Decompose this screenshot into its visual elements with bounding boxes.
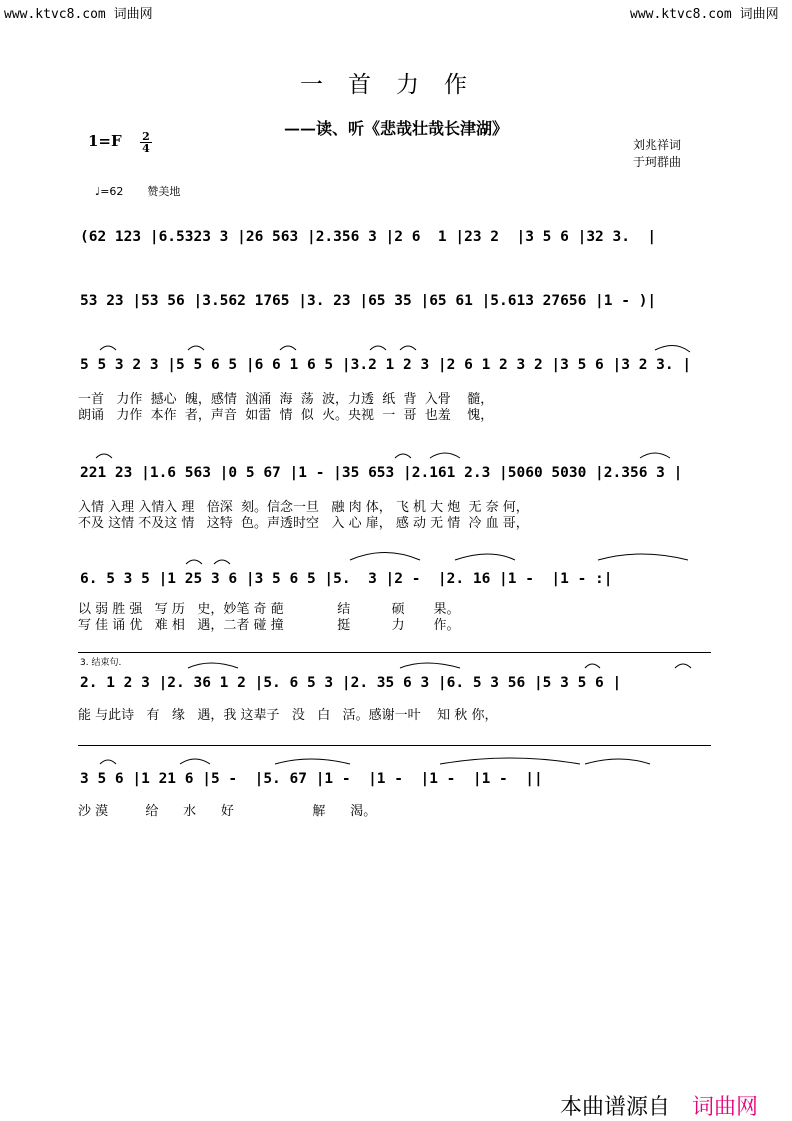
slur (675, 664, 691, 668)
lyrics-line-3-verse-2: 朗诵 力作 本作 者，声音 如雷 情 似 火。央视 一 哥 也羞 愧， (78, 408, 494, 423)
notes-line-2: 53 23 |53 56 |3.562 1765 |3. 23 |65 35 |65 61 |5.613 27656 |1 - )| (80, 293, 657, 309)
lyrics-line-4-verse-1: 入情 入理 入情入 理 倍深 刻。信念一旦 融 肉 体， 飞 机 大 炮 无 奈 何， (78, 500, 529, 515)
time-signature (140, 131, 152, 154)
source-badge (560, 1090, 758, 1121)
source-label: 本曲谱源自 (560, 1095, 671, 1120)
lyrics-line-5-verse-1: 以 弱 胜 强 写 历 史，妙笔 奇 葩 结 硕 果。 (78, 602, 460, 617)
score-line-4 (0, 464, 792, 500)
slur (100, 760, 116, 764)
slur (214, 560, 230, 564)
slur (188, 346, 204, 350)
source-brand: 词曲网 (692, 1095, 759, 1120)
tempo-mark: ♩=62 (95, 185, 124, 198)
score-line-2 (0, 292, 792, 328)
lyrics-line-7-verse-1: 沙 漠 给 水 好 解 渴。 (78, 804, 377, 819)
slur (188, 663, 238, 668)
composer: 于珂群曲 (633, 155, 682, 169)
slur (186, 560, 202, 564)
tempo (95, 183, 180, 199)
lyricist: 刘兆祥词 (633, 138, 682, 152)
slur (180, 759, 210, 764)
slur (350, 553, 420, 561)
slur (585, 759, 650, 764)
notes-line-3: 5 5 3 2 3 |5 5 6 5 |6 6 1 6 5 |3.2 1 2 3 |2 6 1 2 3 2 |3 5 6 |3 2 3. | (80, 357, 692, 373)
notes-line-4: 221 23 |1.6 563 |0 5 67 |1 - |35 653 |2.161 2.3 |5060 5030 |2.356 3 | (80, 465, 683, 481)
slur (440, 758, 580, 764)
score-line-6 (0, 674, 792, 710)
slur (275, 759, 350, 764)
slur (395, 454, 411, 458)
notes-line-7: 3 5 6 |1 21 6 |5 - |5. 67 |1 - |1 - |1 - |1 - || (80, 771, 543, 787)
slur (430, 453, 460, 458)
key-signature: 1=F (88, 132, 122, 150)
section-bracket (78, 652, 711, 653)
slur (400, 663, 460, 668)
slur (585, 664, 600, 668)
score-line-1 (0, 228, 792, 264)
lyrics-line-6-verse-1: 能 与此诗 有 缘 遇，我 这辈子 没 白 活。感谢一叶 知 秋 你， (78, 708, 498, 723)
lyrics-line-3-verse-1: 一首 力作 撼心 魄，感情 汹涌 海 荡 波，力透 纸 背 入骨 髓， (78, 392, 494, 407)
lyrics-line-5-verse-2: 写 佳 诵 优 难 相 遇，二者 碰 撞 挺 力 作。 (78, 618, 460, 633)
score-line-3 (0, 356, 792, 392)
slur (96, 454, 112, 458)
notes-line-5: 6. 5 3 5 |1 25 3 6 |3 5 6 5 |5. 3 |2 - |2. 16 |1 - |1 - :| (80, 571, 613, 587)
time-signature-bottom: 4 (142, 142, 150, 155)
slur (640, 453, 670, 458)
slur (655, 345, 690, 352)
score-line-5 (0, 570, 792, 606)
score-line-7 (0, 770, 792, 806)
section-bracket-2 (78, 745, 711, 746)
credits (633, 137, 681, 171)
tempo-mood: 赞美地 (147, 185, 181, 198)
slur (100, 346, 116, 350)
section-note: 3. 结束句. (80, 658, 122, 668)
time-signature-top: 2 (142, 130, 150, 143)
slur (280, 346, 296, 350)
slur (598, 554, 688, 560)
notes-line-1: (62 123 |6.5323 3 |26 563 |2.356 3 |2 6 1 |23 2 |3 5 6 |32 3. | (80, 229, 657, 245)
notes-line-6: 2. 1 2 3 |2. 36 1 2 |5. 6 5 3 |2. 35 6 3 |6. 5 3 56 |5 3 5 6 | (80, 675, 622, 691)
lyrics-line-4-verse-2: 不及 这情 不及这 情 这特 色。声透时空 入 心 扉， 感 动 无 情 冷 血 哥， (78, 516, 529, 531)
watermark-right: www.ktvc8.com 词曲网 (630, 7, 779, 22)
song-title: 一首力作 (300, 72, 492, 98)
song-subtitle: ——读、听《悲哉壮哉长津湖》 (283, 119, 508, 138)
slur (400, 346, 416, 350)
slur (370, 346, 386, 350)
slur (455, 554, 515, 560)
watermark-left: www.ktvc8.com 词曲网 (4, 7, 153, 22)
